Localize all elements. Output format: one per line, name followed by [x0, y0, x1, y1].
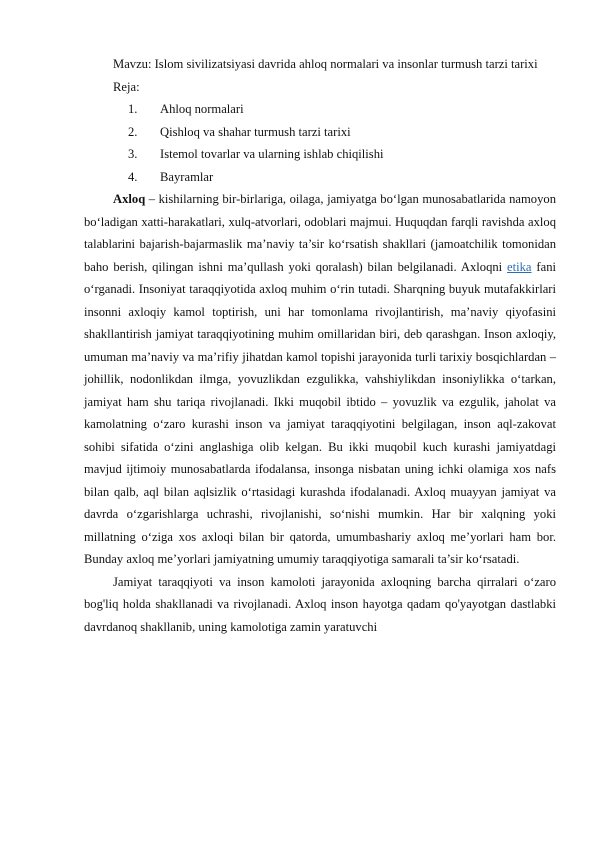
plan-item-number: 2. — [128, 124, 138, 139]
plan-item — [84, 143, 556, 166]
plan-item-text: Bayramlar — [160, 169, 214, 184]
plan-heading: Reja: — [113, 79, 140, 94]
plan-item — [84, 166, 556, 189]
etika-link[interactable]: etika — [507, 259, 532, 274]
plan-item-number: 4. — [128, 169, 138, 184]
paragraph-text-part1: – kishilarning bir-birlariga, oilaga, jamiyatga bo‘lgan munosabatlarida namoyon bo‘ladigan xatti-harakatlari, xulq-atvorlari, odoblari majmui. Huquqdan farqli ravishda axloq talablarini bajarish-bajarmaslik ma’naviy ta’sir ko‘rsatish shakllari (jamoatchilik tomonidan baho berish, qilingan ishni ma’qullash yoki qoralash) bilan belgilanadi. Axloqni — [84, 192, 556, 274]
plan-item-number: 1. — [128, 102, 138, 116]
plan-item — [84, 121, 556, 144]
term-axloq: Axloq — [113, 192, 146, 206]
plan-item-text: Istemol tovarlar va ularning ishlab chiqilishi — [160, 147, 384, 161]
paragraph-development: Jamiyat taraqqiyoti va inson kamoloti jarayonida axloqning barcha qirralari o‘zaro bog'liq holda shakllanadi va rivojlanadi. Axloq inson hayotga qadam qo'yayotgan dastlabki davrdanoq shakllanib, uning kamolotiga zamin yaratuvchi — [84, 574, 556, 634]
plan-item-text: Ahloq normalari — [160, 102, 244, 116]
topic-line: Mavzu: Islom sivilizatsiyasi davrida ahloq normalari va insonlar turmush tarzi tarixi — [113, 57, 538, 71]
document-page — [84, 0, 556, 638]
plan-item-text: Qishloq va shahar turmush tarzi tarixi — [160, 124, 351, 139]
paragraph-text-part2: fani o‘rganadi. Insoniyat taraqqiyotida axloq muhim o‘rin tutadi. Sharqning buyuk mutafakkirlari insonni axloqiy kamol toptirish, uni har tomonlama rivojlantirish, ma’naviy qiyofasini shakllantirish jamiyat taraqqiyotining muhim omillaridan biri, deb qarashgan. Inson axloqiy, umuman ma’naviy va ma’rifiy jihatdan kamol topishi jarayonida turli tarixiy bosqichlardan – johillik, nodonlikdan ilmga, yovuzlikdan ezgulikka, vahshiylikdan insoniylikka o‘tarkan, jamiyat ham shu tariqa rivojlanadi. Ikki muqobil ibtido – yovuzlik va ezgulik, jaholat va kamolatning o‘zaro kurashi inson va jamiyat taraqqiyotini belgilagan, inson aql-zakovat sohibi sifatida o‘zini anglashiga olib kelgan. Bu ikki muqobil kuch kurashi jamiyatdagi mavjud ijtimoiy munosabatlarda ifodalansa, insonga nisbatan uning ichki olamiga xos nafs bilan qalb, aql bilan aqlsizlik o‘rtasidagi kurashda ifodalanadi. Axloq muayyan jamiyat va davrda o‘zgarishlarga uchrashi, rivojlanishi, so‘nishi mumkin. Har bir xalqning yoki millatning o‘ziga xos axloqi bilan bir qatorda, umumbashariy axloq me’yorlari ham bor. Bunday axloq me’yorlari jamiyatning umumiy taraqqiyotiga samarali ta’sir ko‘rsatadi. — [84, 259, 556, 566]
topic-block — [84, 53, 556, 76]
paragraph-axloq-definition — [84, 188, 556, 571]
plan-item-number: 3. — [128, 147, 138, 161]
plan-item — [84, 98, 556, 121]
plan-list — [84, 98, 556, 188]
